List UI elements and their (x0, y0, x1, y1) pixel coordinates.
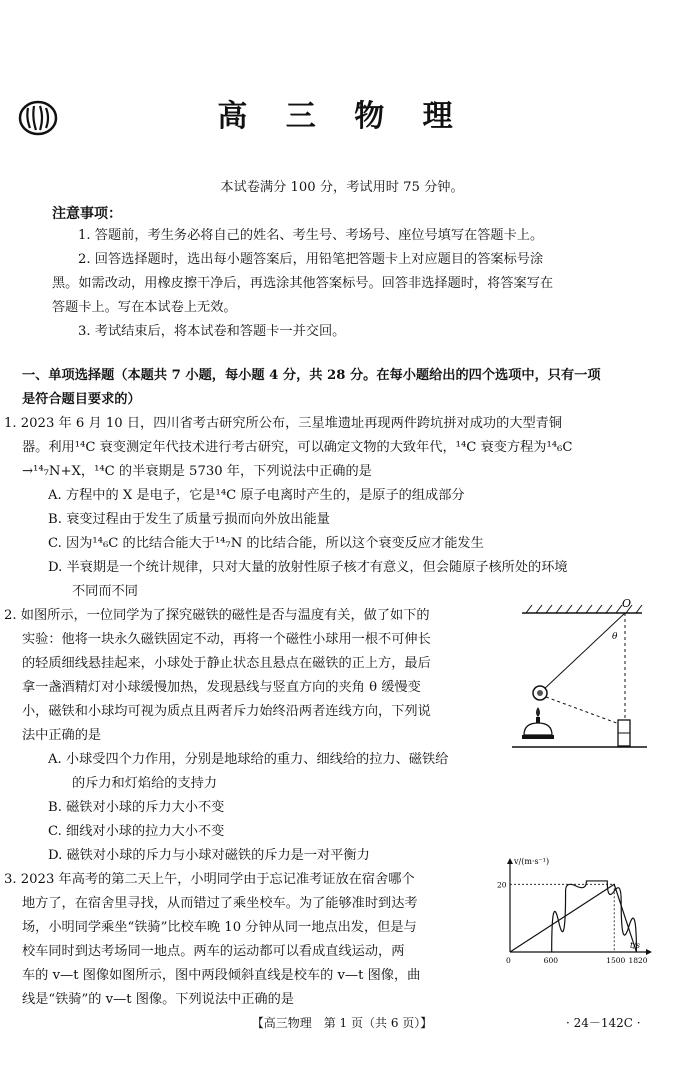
flame (536, 707, 540, 717)
q1-line-3: →¹⁴₇N+X，¹⁴C 的半衰期是 5730 年，下列说法中正确的是 (22, 464, 372, 479)
q2-line-1: 2. 如图所示，一位同学为了探究磁铁的磁性是否与温度有关，做了如下的 (4, 608, 430, 623)
connecting-line (546, 697, 622, 725)
vt-graph (496, 852, 656, 972)
notice-line-3: 黑。如需改动，用橡皮擦干净后，再选涂其他答案标号。回答非选择题时，将答案写在 (52, 276, 554, 291)
exam-code: · 24－142C · (566, 1016, 641, 1030)
q1-option-b: B. 衰变过程由于发生了质量亏损而向外放出能量 (48, 512, 330, 527)
page-footer: 【高三物理 第 1 页（共 6 页）】 (251, 1016, 433, 1030)
q2-option-b: B. 磁铁对小球的斥力大小不变 (48, 800, 225, 815)
q3-line-6: 线是“铁骑”的 v—t 图像。下列说法中正确的是 (22, 992, 294, 1007)
q1-option-d: D. 半衰期是一个统计规律，只对大量的放射性原子核才有意义，但会随原子核所处的环境 (48, 560, 568, 575)
bus-vt-line (510, 884, 636, 952)
notice-heading: 注意事项： (52, 206, 122, 222)
y-axis-label: v/(m·s⁻¹) (514, 857, 550, 866)
q3-line-1: 3. 2023 年高考的第二天上午，小明同学由于忘记准考证放在宿舍哪个 (4, 872, 415, 887)
q3-line-2: 地方了，在宿舍里寻找，从而错过了乘坐校车。为了能够准时到达考 (22, 896, 418, 911)
q1-line-1: 1. 2023 年 6 月 10 日，四川省考古研究所公布，三星堆遗址再现两件跨坑拼对成功的大型青铜 (4, 416, 563, 431)
notice-line-2: 2. 回答选择题时，选出每小题答案后，用铅笔把答题卡上对应题目的答案标号涂 (78, 252, 544, 267)
notice-line-1: 1. 答题前，考生务必将自己的姓名、考生号、考场号、座位号填写在答题卡上。 (78, 228, 544, 243)
page-title: 高 三 物 理 (217, 99, 467, 134)
x-axis-label: t/s (630, 941, 641, 950)
angle-label: θ (612, 632, 618, 642)
q2-option-a: A. 小球受四个力作用，分别是地球给的重力、细线给的拉力、磁铁给 (48, 752, 449, 767)
q2-line-3: 的轻质细线悬挂起来，小球处于静止状态且悬点在磁铁的正上方，最后 (22, 656, 431, 671)
pivot-label: O (622, 597, 632, 610)
q1-option-a: A. 方程中的 X 是电子，它是¹⁴C 原子电离时产生的，是原子的组成部分 (48, 488, 465, 503)
q1-option-c: C. 因为¹⁴₆C 的比结合能大于¹⁴₇N 的比结合能，所以这个衰变反应才能发生 (48, 536, 484, 551)
q2-option-d: D. 磁铁对小球的斥力与小球对磁铁的斥力是一对平衡力 (48, 848, 370, 863)
y-tick-label: 20 (497, 880, 507, 890)
alcohol-lamp (524, 723, 552, 735)
section-heading-line-2: 是符合题目要求的） (22, 392, 141, 407)
magnet-pendulum-figure (512, 595, 652, 765)
q2-line-5: 小，磁铁和小球均可视为质点且两者斥力始终沿两者连线方向，下列说 (22, 704, 431, 719)
q2-line-6: 法中正确的是 (22, 728, 102, 743)
q3-line-3: 场，小明同学乘坐“铁骑”比校车晚 10 分钟从同一地点出发，但是与 (22, 920, 417, 935)
q2-option-a-cont: 的斥力和灯焰给的支持力 (72, 776, 218, 791)
notice-line-5: 3. 考试结束后，将本试卷和答题卡一并交回。 (78, 324, 346, 339)
q3-line-4: 校车同时到达考场同一地点。两车的运动都可以看成直线运动，两 (22, 944, 405, 959)
x-tick-label: 600 (543, 956, 559, 965)
q2-line-2: 实验：他将一块永久磁铁固定不动，再将一个磁性小球用一根不可伸长 (22, 632, 431, 647)
thread (542, 613, 625, 691)
x-tick-label: 0 (506, 956, 511, 965)
x-tick-label: 1500 (606, 956, 626, 965)
q2-option-c: C. 细线对小球的拉力大小不变 (48, 824, 225, 839)
q1-line-2: 器。利用¹⁴C 衰变测定年代技术进行考古研究，可以确定文物的大致年代，¹⁴C 衰变方程为¹⁴₆C (22, 440, 573, 455)
section-heading-line-1: 一、单项选择题（本题共 7 小题，每小题 4 分，共 28 分。在每小题给出的四个选项中，只有一项 (22, 368, 601, 383)
notice-line-4: 答题卡上。写在本试卷上无效。 (52, 300, 237, 315)
exam-info: 本试卷满分 100 分，考试用时 75 分钟。 (220, 180, 464, 195)
q2-line-4: 拿一盏酒精灯对小球缓慢加热，发现悬线与竖直方向的夹角 θ 缓慢变 (22, 680, 421, 695)
q1-option-d-cont: 不同而不同 (72, 584, 138, 599)
x-tick-label: 1820 (628, 956, 648, 965)
q3-line-5: 车的 v—t 图像如图所示，图中两段倾斜直线是校车的 v—t 图像，曲 (22, 968, 421, 983)
